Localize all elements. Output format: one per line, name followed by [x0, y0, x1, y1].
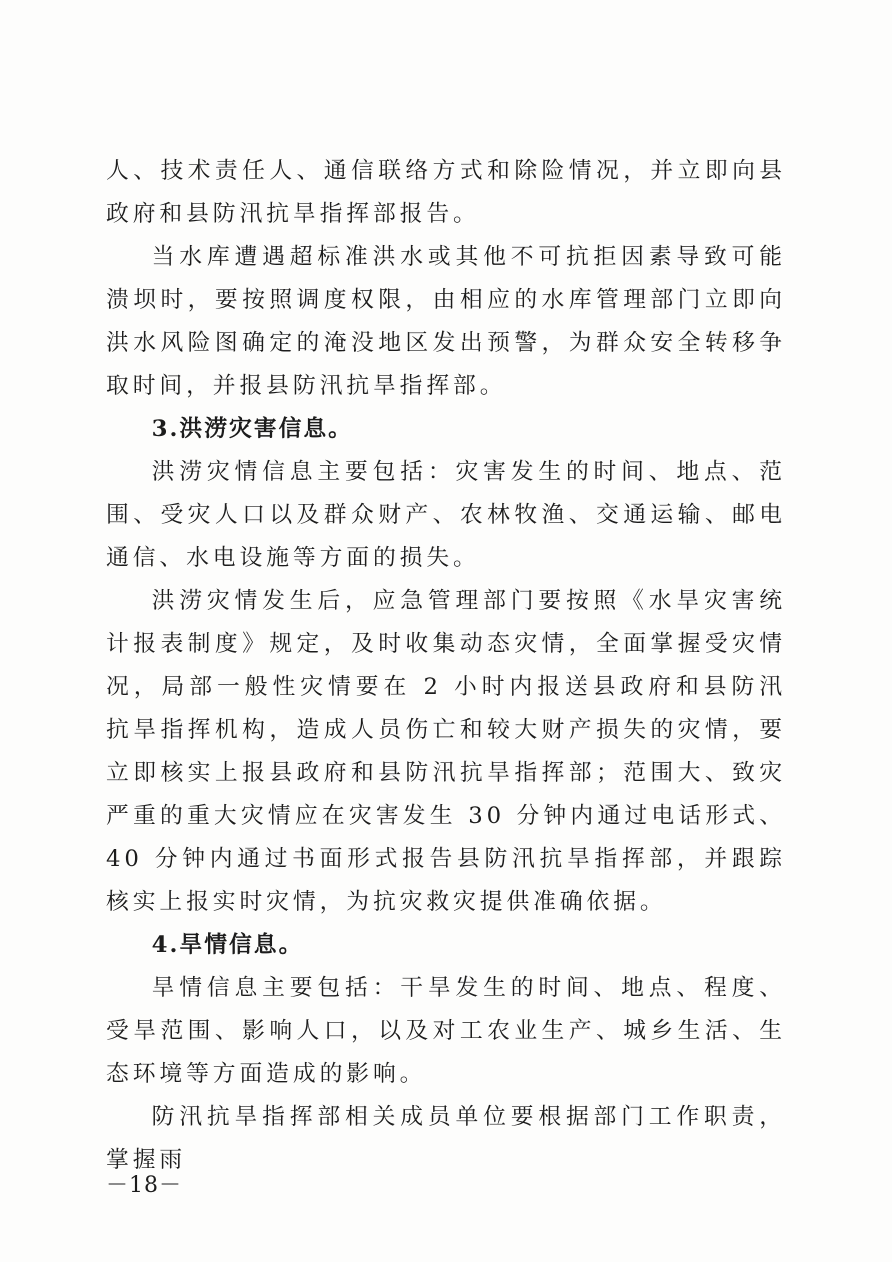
paragraph-member-units: 防汛抗旱指挥部相关成员单位要根据部门工作职责，掌握雨 [106, 1104, 786, 1173]
page-number: －18－ [106, 1173, 182, 1198]
heading-flood-disaster-info: 3.洪涝灾害信息。 [151, 416, 353, 442]
paragraph-flood-reporting: 洪涝灾情发生后，应急管理部门要按照《水旱灾害统计报表制度》规定，及时收集动态灾情，全面掌握受灾情况，局部一般性灾情要在 2 小时内报送县政府和县防汛抗旱指挥机构，造成人员伤亡和较大财产损失的灾情，要立即核实上报县政府和县防汛抗旱指挥部；范围大、致灾严重的重大灾情应在灾害发生 30 分钟内通过电话形式、40 分钟内通过书面形式报告县防汛抗旱指挥部，并跟踪核实上报实时灾情，为抗灾救灾提供准确依据。 [106, 588, 786, 915]
paragraph-flood-info-scope: 洪涝灾情信息主要包括：灾害发生的时间、地点、范围、受灾人口以及群众财产、农林牧渔、交通运输、邮电通信、水电设施等方面的损失。 [106, 459, 786, 571]
paragraph-drought-info-scope: 旱情信息主要包括：干旱发生的时间、地点、程度、受旱范围、影响人口，以及对工农业生产、城乡生活、生态环境等方面造成的影响。 [106, 975, 786, 1087]
paragraph-reservoir-warning: 当水库遭遇超标准洪水或其他不可抗拒因素导致可能溃坝时，要按照调度权限，由相应的水库管理部门立即向洪水风险图确定的淹没地区发出预警，为群众安全转移争取时间，并报县防汛抗旱指挥部。 [106, 244, 786, 399]
document-body [106, 150, 786, 1182]
paragraph-continuation: 人、技术责任人、通信联络方式和除险情况，并立即向县政府和县防汛抗旱指挥部报告。 [106, 158, 786, 227]
heading-drought-info: 4.旱情信息。 [151, 932, 304, 958]
